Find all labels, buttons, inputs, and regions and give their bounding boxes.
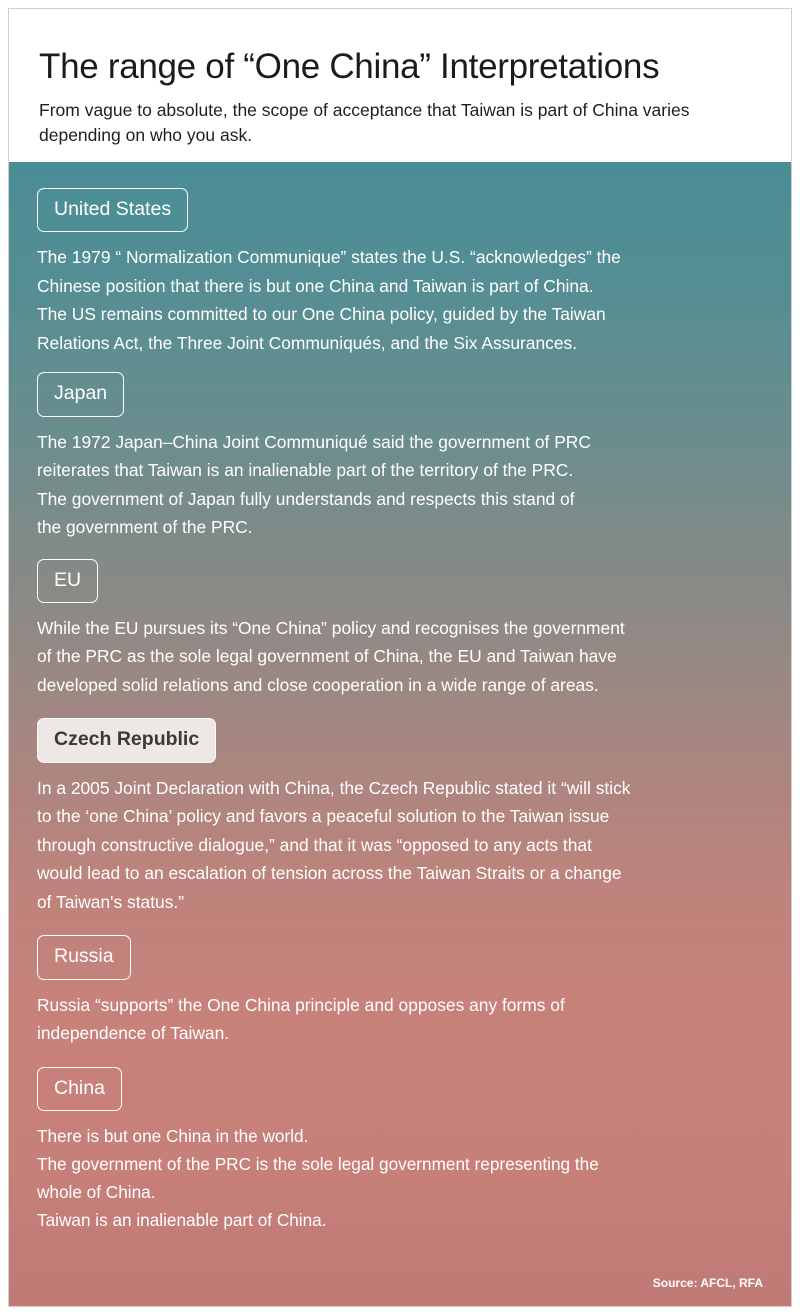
entry-text-line: Russia “supports” the One China principle and opposes any forms of <box>37 994 565 1015</box>
entry-russia <box>37 935 763 1046</box>
entry-china <box>37 1067 763 1234</box>
header <box>9 9 791 162</box>
entry-text-line: of the PRC as the sole legal government of China, the EU and Taiwan have <box>37 646 617 667</box>
entry-text-line: In a 2005 Joint Declaration with China, the Czech Republic stated it “will stick <box>37 777 631 798</box>
entry-text-line: The US remains committed to our One China policy, guided by the Taiwan <box>37 304 606 325</box>
entry-text-line: There is but one China in the world. <box>37 1126 309 1147</box>
entry-label-china: China <box>37 1067 122 1112</box>
entry-czech-republic <box>37 718 763 915</box>
entry-text-line: whole of China. <box>37 1182 156 1203</box>
entry-label-japan: Japan <box>37 372 124 417</box>
entry-text-line: The government of the PRC is the sole legal government representing the <box>37 1154 599 1175</box>
entry-eu <box>37 559 763 699</box>
entry-label-united-states: United States <box>37 188 188 233</box>
entry-japan <box>37 372 763 540</box>
entry-label-eu: EU <box>37 559 98 604</box>
entry-text-line: Relations Act, the Three Joint Communiqués, and the Six Assurances. <box>37 332 578 353</box>
entry-text-line: Taiwan is an inalienable part of China. <box>37 1210 327 1231</box>
page-subtitle: From vague to absolute, the scope of acceptance that Taiwan is part of China varies depending on who you ask. <box>39 100 690 146</box>
entry-text-line: reiterates that Taiwan is an inalienable part of the territory of the PRC. <box>37 460 574 481</box>
entry-text-line: The government of Japan fully understands and respects this stand of <box>37 488 575 509</box>
page-title: The range of “One China” Interpretations <box>39 47 660 86</box>
entry-label-russia: Russia <box>37 935 131 980</box>
entry-text-line: The 1972 Japan–China Joint Communiqué said the government of PRC <box>37 431 591 452</box>
entry-text-line: developed solid relations and close cooperation in a wide range of areas. <box>37 674 599 695</box>
entry-united-states <box>37 188 763 356</box>
entry-text-line: The 1979 “ Normalization Communique” states the U.S. “acknowledges” the <box>37 247 621 268</box>
entry-text-line: While the EU pursues its “One China” policy and recognises the government <box>37 618 625 638</box>
entry-text-line: independence of Taiwan. <box>37 1023 230 1044</box>
entry-text-line: the government of the PRC. <box>37 517 253 538</box>
entry-text-line: through constructive dialogue,” and that it was “opposed to any acts that <box>37 834 592 855</box>
infographic-frame <box>8 8 792 1307</box>
entry-text-line: of Taiwan's status.” <box>37 891 185 912</box>
entry-text-line: Chinese position that there is but one China and Taiwan is part of China. <box>37 275 594 296</box>
entry-label-czech-republic: Czech Republic <box>37 718 216 763</box>
source-credit: Source: AFCL, RFA <box>652 1276 763 1290</box>
gradient-body <box>9 162 791 1306</box>
entry-text-line: would lead to an escalation of tension across the Taiwan Straits or a change <box>37 863 622 884</box>
entry-text-line: to the ‘one China’ policy and favors a peaceful solution to the Taiwan issue <box>37 806 610 827</box>
